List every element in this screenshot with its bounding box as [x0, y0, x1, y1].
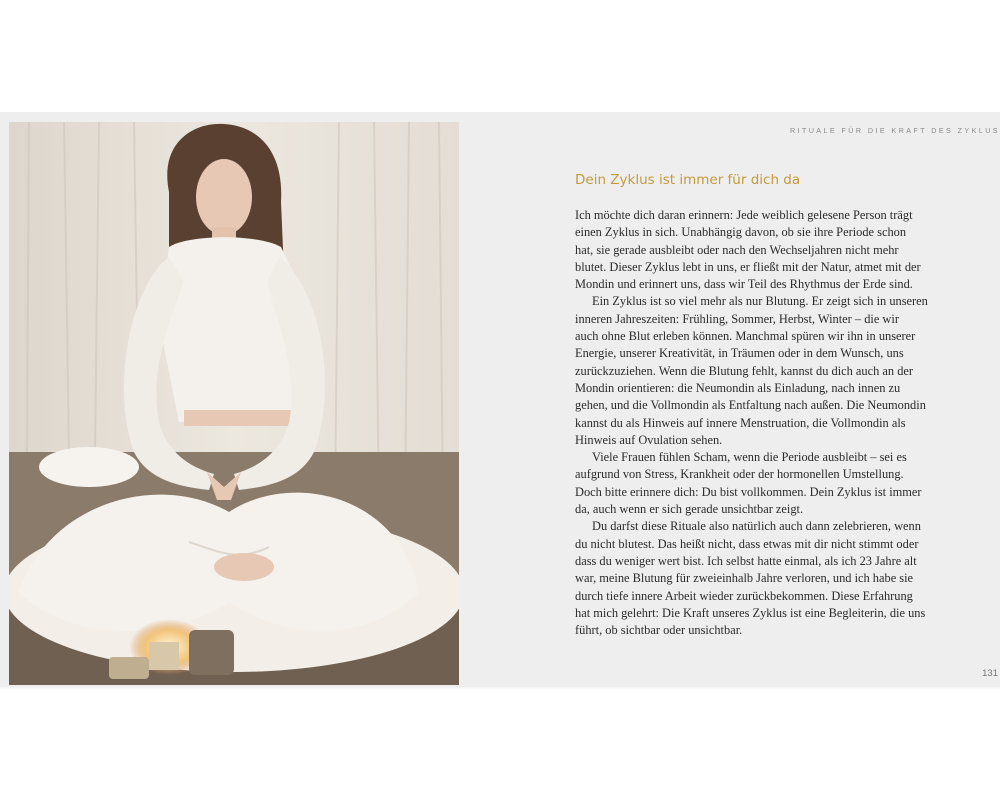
text-line: dass du weniger wert bist. Ich selbst hatte einmal, als ich 23 Jahre alt — [575, 553, 917, 568]
paragraph-start-line: Ein Zyklus ist so viel mehr als nur Blutung. Er zeigt sich in unseren — [592, 294, 928, 309]
text-line: Ich möchte dich daran erinnern: Jede weiblich gelesene Person trägt — [575, 208, 913, 222]
chapter-heading: Dein Zyklus ist immer für dich da — [575, 172, 801, 188]
paragraph-start-line: Viele Frauen fühlen Scham, wenn die Periode ausbleibt – sei es — [592, 450, 907, 465]
text-line: zurückzuziehen. Wenn die Blutung fehlt, kannst du dich auch an der — [575, 363, 914, 378]
text-line: aufgrund von Stress, Krankheit oder der hormonellen Umstellung. — [575, 467, 904, 482]
text-line: hat mich gelehrt: Die Kraft unseres Zyklus ist eine Begleiterin, die uns — [575, 605, 926, 620]
text-line: Energie, unserer Kreativität, in Träumen oder in dem Wunsch, uns — [575, 346, 904, 361]
text-line: Hinweis auf Ovulation sehen. — [575, 432, 723, 447]
running-head: RITUALE FÜR DIE KRAFT DES ZYKLUS — [789, 126, 1000, 135]
text-line: einen Zyklus in sich. Unabhängig davon, ob sie ihre Periode schon — [575, 225, 907, 240]
text-line: da, auch wenn er sich gerade unsichtbar zeigt. — [575, 502, 804, 517]
text-line: blutet. Dieser Zyklus lebt in uns, er fließt mit der Natur, atmet mit der — [575, 259, 921, 274]
text-line: auch ohne Blut erleben können. Manchmal spüren wir ihn in unserer — [575, 329, 916, 344]
body-text — [575, 207, 960, 639]
text-line: Doch bitte erinnere dich: Du bist vollkommen. Dein Zyklus ist immer — [575, 484, 922, 499]
text-line: führt, ob sichtbar oder unsichtbar. — [575, 623, 743, 638]
page-number: 131 — [982, 668, 998, 679]
text-line: inneren Jahreszeiten: Frühling, Sommer, Herbst, Winter – die wir — [575, 311, 899, 326]
meditation-photo — [9, 122, 459, 685]
text-line: Mondin orientieren: die Neumondin als Einladung, nach innen zu — [575, 380, 901, 395]
text-line: hat, sie gerade ausbleibt oder nach den Wechseljahren nicht mehr — [575, 242, 899, 257]
text-line: du nicht blutest. Das heißt nicht, dass etwas mit dir nicht stimmt oder — [575, 536, 919, 551]
text-line: war, meine Blutung für zweieinhalb Jahre verloren, und ich habe sie — [575, 571, 914, 586]
paragraph-start-line: Du darfst diese Rituale also natürlich auch dann zelebrieren, wenn — [592, 519, 921, 534]
woman-meditating-icon — [9, 122, 459, 685]
book-spread — [0, 112, 1000, 687]
text-line: gehen, und die Vollmondin als Entfaltung nach außen. Die Neumondin — [575, 398, 926, 413]
text-line: Mondin und erinnert uns, dass wir Teil des Rhythmus der Erde sind. — [575, 277, 913, 292]
text-line: durch tiefe innere Arbeit wieder zurückbekommen. Diese Erfahrung — [575, 588, 913, 603]
text-line: kannst du als Hinweis auf innere Menstruation, die Vollmondin als — [575, 415, 906, 430]
